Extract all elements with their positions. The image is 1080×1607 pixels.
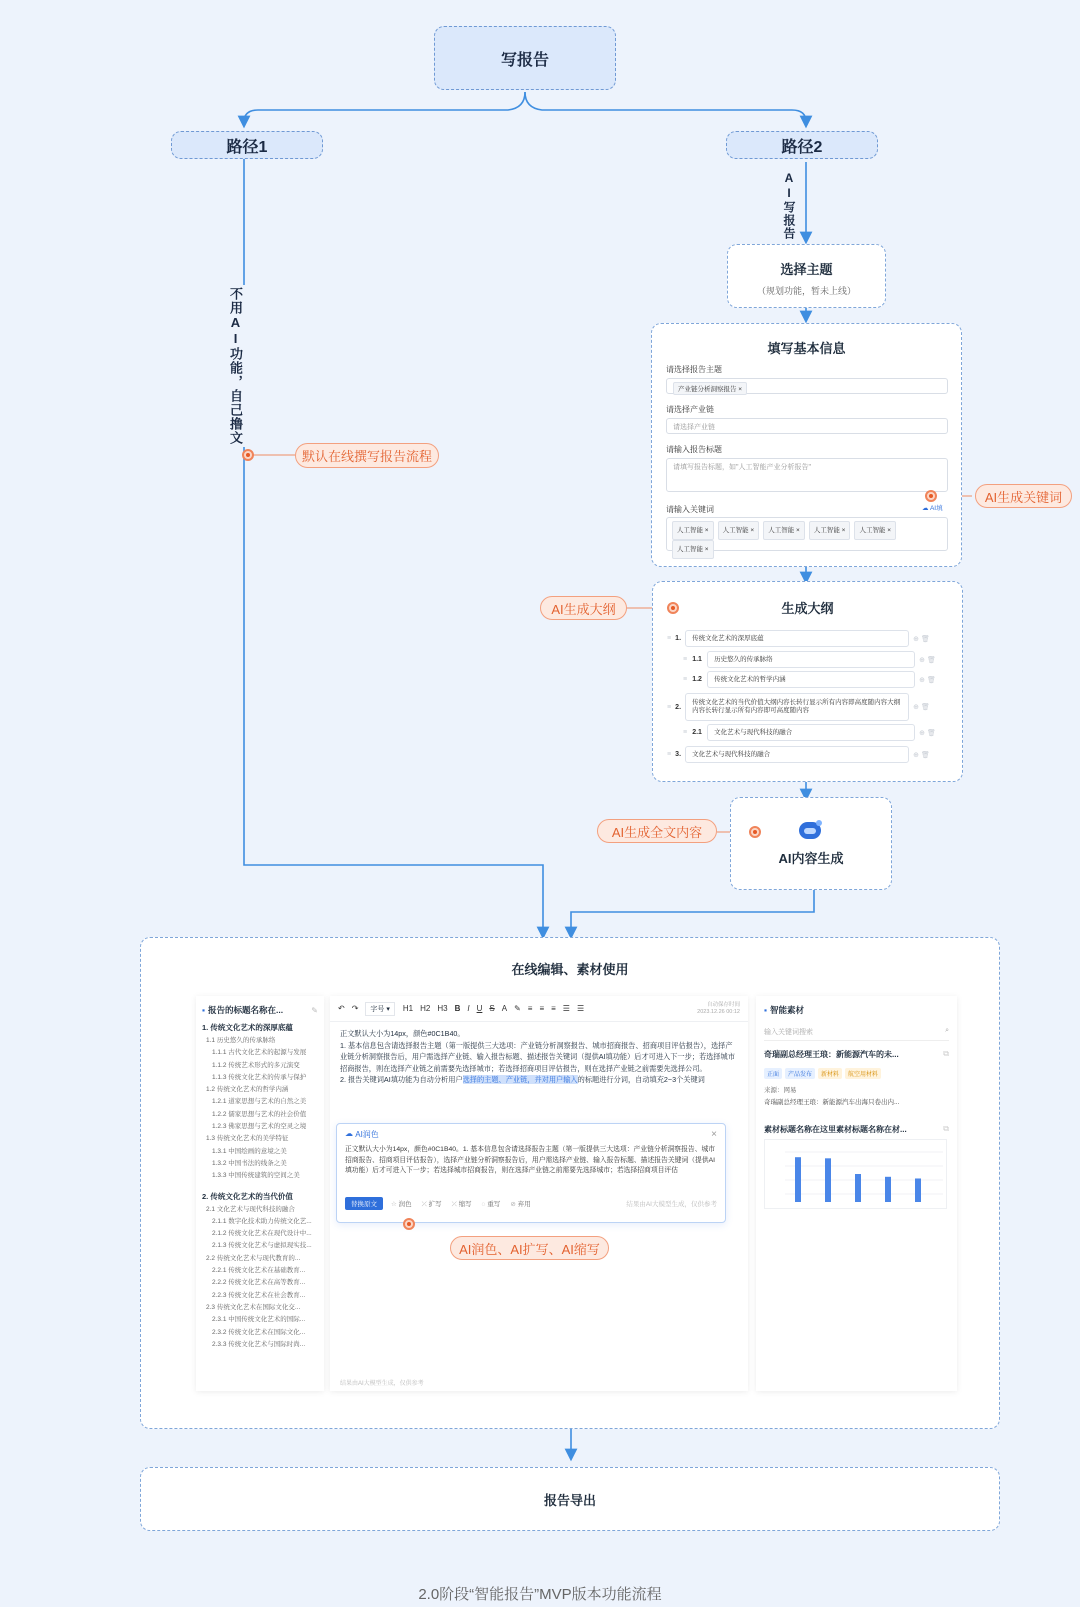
toc-item[interactable]: 2.3.2 传统文化艺术在国际文化... bbox=[212, 1328, 306, 1336]
chain-label: 请选择产业链 bbox=[666, 405, 714, 414]
outline-num: 1.2 bbox=[692, 676, 702, 683]
annotation-dot bbox=[925, 490, 937, 502]
delete-icon[interactable]: 🗑 bbox=[926, 729, 936, 737]
chart-bar bbox=[915, 1178, 921, 1202]
toc-item[interactable]: 1.1.1 古代文化艺术的起源与发展 bbox=[212, 1049, 307, 1057]
material-tag: 航空用材料 bbox=[845, 1068, 881, 1079]
basic-info-title: 填写基本信息 bbox=[767, 341, 846, 356]
add-icon[interactable]: ⊕ bbox=[913, 704, 919, 711]
strikethrough-icon[interactable]: S bbox=[489, 1004, 495, 1013]
ordered-list-icon[interactable]: ☰ bbox=[562, 1004, 570, 1013]
report-title-input[interactable]: 请填写报告标题，如"人工智能产业分析报告" bbox=[666, 458, 948, 492]
outline-row[interactable] bbox=[667, 746, 930, 763]
chain-select[interactable]: 请选择产业链 bbox=[666, 418, 948, 434]
export-label: 报告导出 bbox=[543, 1492, 596, 1508]
keywords-input[interactable] bbox=[666, 517, 948, 551]
italic-icon[interactable]: I bbox=[467, 1004, 470, 1013]
popup-option-text: 弃用 bbox=[517, 1200, 531, 1208]
tag-default-flow-text: 默认在线撰写报告流程 bbox=[301, 449, 432, 464]
ai-fill-icon: ☁ bbox=[922, 505, 929, 512]
material-tag: 新材料 bbox=[818, 1068, 842, 1079]
toc-item[interactable]: 2.2.2 传统文化艺术在高等教育... bbox=[212, 1279, 306, 1287]
toc-item[interactable]: 1.1.3 传统文化艺术的传承与保护 bbox=[212, 1073, 307, 1081]
outline-text[interactable]: 文化艺术与现代科技的融合 bbox=[685, 746, 909, 763]
delete-icon[interactable]: 🗑 bbox=[920, 704, 930, 711]
add-icon[interactable]: ⊕ bbox=[913, 635, 919, 643]
underline-icon[interactable]: U bbox=[476, 1004, 483, 1013]
toc-item[interactable]: 2.3.1 中国传统文化艺术的国际... bbox=[212, 1316, 306, 1324]
search-icon[interactable]: ⌕ bbox=[945, 1027, 949, 1034]
ai-fill-button[interactable] bbox=[922, 503, 943, 512]
option-icon: ◌ bbox=[481, 1200, 486, 1208]
popup-title: AI润色 bbox=[355, 1130, 379, 1139]
popup-option[interactable] bbox=[391, 1199, 412, 1209]
outline-num: 2.1 bbox=[692, 729, 702, 736]
option-icon: ⊘ bbox=[510, 1200, 516, 1208]
outline-text[interactable]: 传统文化艺术的哲学内涵 bbox=[707, 671, 915, 688]
keyword-chip-text: 人工智能 bbox=[813, 527, 840, 534]
popup-option[interactable] bbox=[510, 1199, 530, 1209]
path1-label: 路径1 bbox=[226, 138, 268, 156]
tag-ai-polish-text: AI润色、AI扩写、AI缩写 bbox=[459, 1241, 600, 1257]
outline-row[interactable] bbox=[667, 693, 930, 721]
h1-icon[interactable]: H1 bbox=[402, 1004, 414, 1013]
toc-item[interactable]: 2.2.1 传统文化艺术在基础教育... bbox=[212, 1267, 306, 1275]
option-icon: ⤫ bbox=[421, 1200, 427, 1208]
keyword-chip-text: 人工智能 bbox=[722, 527, 749, 534]
delete-icon[interactable]: 🗑 bbox=[920, 635, 930, 643]
toc-item[interactable]: 2.1.2 传统文化艺术在现代设计中... bbox=[212, 1230, 312, 1238]
font-size-select[interactable]: 字号 ▾ bbox=[365, 1002, 394, 1016]
outline-text[interactable]: 文化艺术与现代科技的融合 bbox=[707, 724, 915, 741]
toc-item[interactable]: 1.2.2 儒家思想与艺术的社会价值 bbox=[212, 1110, 307, 1118]
selected-text[interactable]: 选择的主题、产业链，并对用户输入 bbox=[462, 1075, 578, 1084]
drag-handle-icon[interactable]: ≡ bbox=[667, 635, 672, 642]
autosave-info bbox=[697, 1002, 740, 1016]
outline-title: 生成大纲 bbox=[781, 601, 834, 616]
material-tag: 正面 bbox=[764, 1068, 782, 1079]
material-title: 智能素材 bbox=[770, 1005, 805, 1015]
popup-option[interactable] bbox=[422, 1199, 442, 1209]
popup-actions bbox=[337, 1193, 725, 1214]
editor-body[interactable] bbox=[330, 1022, 748, 1092]
popup-note: 结果由AI大模型生成，仅供参考 bbox=[626, 1201, 717, 1208]
add-icon[interactable]: ⊕ bbox=[919, 656, 925, 664]
topic-chip[interactable]: 产业链分析洞察报告 × bbox=[673, 382, 747, 395]
toc-item[interactable]: 1.3.3 中国传统建筑的空间之美 bbox=[212, 1172, 300, 1180]
toc-panel bbox=[196, 996, 324, 1391]
editor-toolbar bbox=[330, 996, 748, 1022]
editor-panel bbox=[330, 996, 748, 1391]
outline-row[interactable] bbox=[683, 651, 936, 668]
bullet-list-icon[interactable]: ☰ bbox=[576, 1004, 585, 1013]
path2-description: AI写报告 bbox=[782, 171, 796, 240]
popup-text: 正文默认大小为14px，颜色#0C1B40。1. 基本信息包含请选择报告主题（第一版提供三大选项：产业链分析洞察报告、城市招商报告、招商项目评估报告），选择产业链分析洞察报告后，用户需选择产业链、输入报告标题、描述报告关键词（提供AI填功能）后才可进入下一步；若选择城市招商报告，则在选择产业链之前需要先选择城市；若选择招商项目评估 bbox=[345, 1146, 716, 1174]
keyword-chip[interactable]: 人工智能 × bbox=[672, 521, 714, 540]
copy-icon[interactable]: ⧉ bbox=[943, 1124, 949, 1133]
material-panel bbox=[756, 996, 957, 1391]
toc-item[interactable]: 2.2 传统文化艺术与现代教育的... bbox=[206, 1254, 301, 1262]
path2-label: 路径2 bbox=[781, 138, 823, 156]
align-center-icon[interactable]: ≡ bbox=[539, 1004, 545, 1013]
edit-icon[interactable]: ✎ bbox=[311, 1005, 318, 1015]
chart-card-title-text: 素材标题名称在这里素材标题名称在材... bbox=[764, 1125, 907, 1134]
drag-handle-icon[interactable]: ≡ bbox=[683, 656, 688, 663]
outline-num: 2. bbox=[675, 703, 682, 711]
tag-ai-keywords bbox=[975, 484, 1072, 508]
chart-bar bbox=[855, 1174, 861, 1202]
select-topic-sub: （规划功能，暂未上线） bbox=[756, 286, 856, 296]
redo-icon[interactable]: ↷ bbox=[351, 1004, 359, 1013]
toc-item[interactable]: 1.2.1 道家思想与艺术的自然之美 bbox=[212, 1098, 307, 1106]
toc-item[interactable]: 1.3.2 中国书法的线条之美 bbox=[212, 1159, 287, 1167]
toc-heading-2[interactable]: 2. 传统文化艺术的当代价值 bbox=[202, 1191, 293, 1201]
align-right-icon[interactable]: ≡ bbox=[551, 1004, 556, 1013]
material-search-placeholder: 输入关键词搜索 bbox=[764, 1029, 813, 1036]
topic-select[interactable] bbox=[666, 378, 948, 394]
toc-item[interactable]: 1.3 传统文化艺术的美学特征 bbox=[206, 1135, 289, 1143]
keyword-chip[interactable]: 人工智能 × bbox=[718, 521, 760, 540]
add-icon[interactable]: ⊕ bbox=[919, 729, 925, 737]
autosave-time: 2023.12.26 00:12 bbox=[697, 1008, 740, 1015]
toc-item[interactable]: 2.3.3 传统文化艺术与国际时尚... bbox=[212, 1340, 306, 1348]
bold-icon[interactable]: B bbox=[454, 1004, 461, 1013]
toc-item[interactable]: 2.1.3 传统文化艺术与虚拟现实技... bbox=[212, 1242, 312, 1250]
tag-ai-outline bbox=[540, 596, 627, 620]
editor-footer-note: 结果由AI大模型生成，仅供参考 bbox=[340, 1381, 424, 1387]
news-snippet: 奇瑞副总经理王琅：新能源汽车出海只卷出内... bbox=[764, 1099, 900, 1106]
delete-icon[interactable]: 🗑 bbox=[920, 751, 930, 759]
news-card-title[interactable] bbox=[764, 1049, 949, 1060]
toc-item[interactable]: 1.1.2 传统艺术形式的多元演变 bbox=[212, 1061, 300, 1069]
start-node-write-report[interactable] bbox=[434, 26, 616, 90]
popup-option-text: 扩写 bbox=[428, 1200, 442, 1208]
align-left-icon[interactable]: ≡ bbox=[527, 1004, 533, 1013]
popup-header bbox=[337, 1124, 725, 1145]
popup-option[interactable] bbox=[482, 1199, 501, 1209]
report-title-label: 请输入报告标题 bbox=[666, 445, 722, 454]
robot-icon bbox=[798, 820, 824, 840]
path1-node[interactable] bbox=[171, 131, 323, 159]
toc-item[interactable]: 1.2 传统文化艺术的哲学内涵 bbox=[206, 1086, 289, 1094]
popup-option-text: 重写 bbox=[487, 1200, 501, 1208]
toc-item[interactable]: 2.2.3 传统文化艺术在社会教育... bbox=[212, 1291, 306, 1299]
keyword-chip[interactable]: 人工智能 × bbox=[809, 521, 851, 540]
toc-item[interactable]: 2.1 文化艺术与现代科技的融合 bbox=[206, 1205, 295, 1213]
material-search[interactable] bbox=[764, 1024, 949, 1041]
editor-para-3-a: 2. 报告关键词AI填功能为自动分析用户 bbox=[340, 1075, 463, 1084]
outline-row[interactable] bbox=[683, 671, 936, 688]
keywords-label: 请输入关键词 bbox=[666, 505, 714, 514]
outline-text[interactable]: 传统文化艺术的深厚底蕴 bbox=[685, 630, 909, 647]
copy-icon[interactable]: ⧉ bbox=[943, 1049, 949, 1058]
material-bar-chart[interactable] bbox=[764, 1139, 947, 1209]
highlight-icon[interactable]: ✎ bbox=[514, 1004, 521, 1013]
outline-row[interactable] bbox=[683, 724, 936, 741]
topic-label: 请选择报告主题 bbox=[666, 365, 722, 374]
outline-text[interactable]: 历史悠久的传承脉络 bbox=[707, 651, 915, 668]
editor-para-3 bbox=[340, 1074, 738, 1086]
delete-icon[interactable]: 🗑 bbox=[926, 676, 936, 684]
keyword-chip[interactable]: 人工智能 × bbox=[854, 521, 896, 540]
font-size-select-text: 字号 bbox=[370, 1005, 385, 1013]
h2-icon[interactable]: H2 bbox=[420, 1004, 431, 1013]
popup-option-text: 润色 bbox=[398, 1200, 412, 1208]
annotation-dot bbox=[242, 449, 254, 461]
ai-content-gen-label: AI内容生成 bbox=[778, 851, 844, 866]
toc-item[interactable]: 2.3 传统文化艺术在国际文化交... bbox=[206, 1303, 301, 1311]
select-topic-node[interactable] bbox=[727, 244, 886, 308]
outline-text[interactable]: 传统文化艺术的当代价值大纲内容长转行显示所有内容即高度随内容大纲内容长转行显示所有内容即可高度随内容 bbox=[685, 693, 909, 721]
ai-polish-popup bbox=[336, 1123, 726, 1223]
editor-para-2: 1. 基本信息包含请选择报告主题（第一版提供三大选项：产业链分析洞察报告、城市招商报告、招商项目评估报告），选择产业链分析洞察报告后，用户需选择产业链、输入报告标题、描述报告关键词（提供AI填功能）后才可进入下一步；若选择城市招商报告，则在选择产业链之前需要先选择城市；若选择招商项目评估报告，则在选择产业链之前需要先选择公司。 bbox=[340, 1040, 735, 1073]
ai-fill-text: AI填 bbox=[929, 505, 943, 512]
start-node-label: 写报告 bbox=[500, 51, 549, 69]
editor-section-title: 在线编辑、素材使用 bbox=[511, 962, 629, 977]
ai-content-gen-node[interactable] bbox=[730, 797, 892, 890]
add-icon[interactable]: ⊕ bbox=[913, 751, 919, 759]
tag-default-flow bbox=[295, 443, 439, 468]
caption: 2.0阶段“智能报告”MVP版本功能流程 bbox=[418, 1586, 662, 1603]
select-topic-title: 选择主题 bbox=[780, 262, 833, 277]
tag-ai-outline-text: AI生成大纲 bbox=[551, 601, 616, 617]
keyword-chip-text: 人工智能 bbox=[677, 527, 703, 534]
keyword-chip-text: 人工智能 bbox=[768, 527, 795, 534]
tag-ai-polish bbox=[450, 1236, 609, 1260]
drag-handle-icon[interactable]: ≡ bbox=[667, 703, 672, 711]
material-tag: 产品发布 bbox=[785, 1068, 815, 1079]
path2-node[interactable] bbox=[726, 131, 878, 159]
topic-chip-text: 产业链分析洞察报告 bbox=[678, 386, 737, 393]
news-title-text: 奇瑞副总经理王琅：新能源汽车的未... bbox=[764, 1050, 899, 1059]
keyword-chip-text: 人工智能 bbox=[859, 527, 886, 534]
tag-ai-fulltext bbox=[597, 819, 717, 843]
material-bullet-icon: ▪ bbox=[764, 1005, 768, 1015]
path1-description: 不用AI功能，自己撸文 bbox=[228, 287, 243, 445]
keyword-chip[interactable]: 人工智能 × bbox=[672, 540, 714, 559]
toc-item[interactable]: 1.1 历史悠久的传承脉络 bbox=[206, 1037, 276, 1044]
popup-option[interactable] bbox=[452, 1199, 472, 1209]
news-source: 来源：网易 bbox=[764, 1087, 797, 1094]
export-node[interactable] bbox=[140, 1467, 1000, 1531]
toc-bullet-icon: ▪ bbox=[202, 1005, 206, 1015]
drag-handle-icon[interactable]: ≡ bbox=[667, 751, 672, 758]
chart-bar bbox=[825, 1158, 831, 1202]
annotation-dot bbox=[667, 602, 679, 614]
toc-item[interactable]: 1.3.1 中国绘画的意境之美 bbox=[212, 1147, 287, 1155]
toc-item[interactable]: 2.1.1 数字化技术助力传统文化艺... bbox=[212, 1217, 312, 1225]
tag-ai-fulltext-text: AI生成全文内容 bbox=[611, 824, 703, 840]
popup-option-text: 缩写 bbox=[458, 1200, 472, 1208]
toc-title: 报告的标题名称在... bbox=[208, 1005, 284, 1015]
font-color-icon[interactable]: A bbox=[501, 1004, 508, 1013]
basic-info-panel bbox=[651, 323, 962, 567]
add-icon[interactable]: ⊕ bbox=[919, 676, 925, 684]
outline-num: 1.1 bbox=[692, 656, 702, 663]
undo-icon[interactable]: ↶ bbox=[338, 1004, 345, 1013]
toc-item[interactable]: 1.2.3 佛家思想与艺术的空灵之境 bbox=[212, 1123, 307, 1131]
keyword-chip[interactable]: 人工智能 × bbox=[763, 521, 805, 540]
h3-icon[interactable]: H3 bbox=[437, 1004, 448, 1013]
chart-bar bbox=[795, 1157, 801, 1202]
annotation-dot bbox=[403, 1218, 415, 1230]
option-icon: ☆ bbox=[391, 1200, 397, 1208]
chart-card-title[interactable] bbox=[764, 1124, 949, 1135]
drag-handle-icon[interactable]: ≡ bbox=[683, 676, 688, 683]
toc-heading-1[interactable]: 1. 传统文化艺术的深厚底蕴 bbox=[202, 1023, 293, 1032]
close-icon[interactable]: × bbox=[711, 1129, 717, 1140]
option-icon: ⤫ bbox=[451, 1200, 457, 1208]
annotation-dot bbox=[749, 826, 761, 838]
outline-panel bbox=[652, 581, 963, 782]
outline-num: 3. bbox=[675, 751, 682, 758]
outline-row[interactable] bbox=[667, 630, 930, 647]
outline-num: 1. bbox=[675, 635, 682, 642]
chart-bar bbox=[885, 1177, 891, 1202]
editor-para-1: 正文默认大小为14px，颜色#0C1B40。 bbox=[340, 1029, 465, 1038]
delete-icon[interactable]: 🗑 bbox=[926, 656, 936, 664]
autosave-label: 自动保存时间 bbox=[706, 1001, 740, 1008]
tag-ai-keywords-text: AI生成关键词 bbox=[984, 489, 1063, 505]
keyword-chip-text: 人工智能 bbox=[677, 546, 703, 553]
drag-handle-icon[interactable]: ≡ bbox=[683, 729, 688, 736]
ai-icon: ☁ bbox=[345, 1129, 353, 1138]
replace-button[interactable]: 替换原文 bbox=[345, 1197, 383, 1210]
editor-para-3-b: 的标题进行分词，自动填充2~3个关键词 bbox=[577, 1075, 705, 1084]
